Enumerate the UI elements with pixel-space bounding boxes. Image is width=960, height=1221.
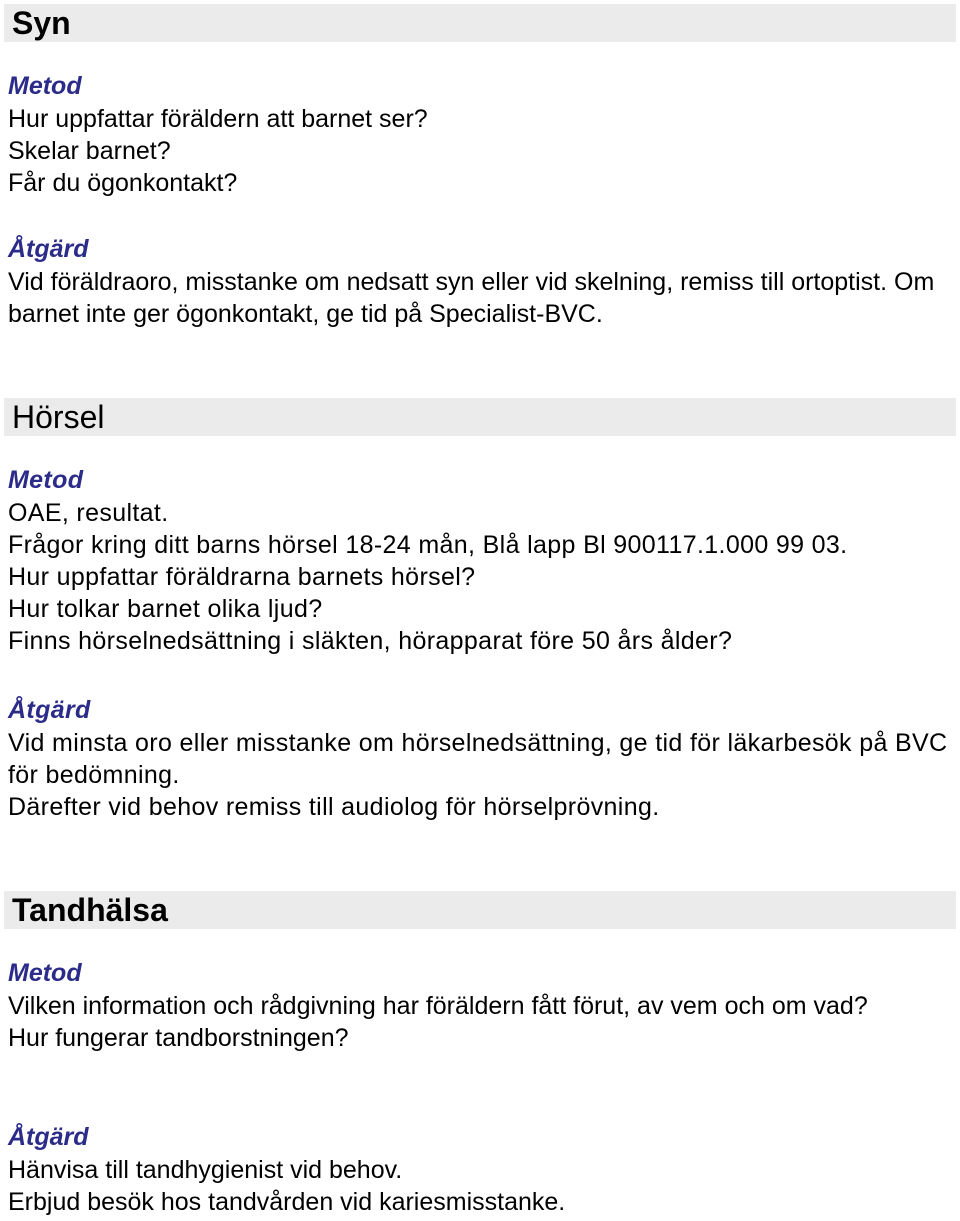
section-title: Tandhälsa [12, 892, 168, 928]
metod-line: OAE, resultat. [8, 499, 169, 527]
metod-line: Skelar barnet? [8, 137, 171, 165]
atgard-text: Vid föräldraoro, misstanke om nedsatt syn eller vid skelning, remiss till ortoptist. Om barnet inte ger ögonkontakt, ge tid på Specialist-BVC. [8, 268, 935, 328]
metod-line: Finns hörselnedsättning i släkten, hörapparat före 50 års ålder? [8, 627, 733, 655]
metod-block [8, 464, 952, 657]
atgard-text-2: Därefter vid behov remiss till audiolog för hörselprövning. [8, 793, 660, 821]
metod-text: Vilken information och rådgivning har föräldern fått förut, av vem och om vad? [8, 992, 868, 1020]
atgard-label: Åtgärd [8, 1123, 89, 1151]
metod-line: Frågor kring ditt barns hörsel 18-24 mån, Blå lapp Bl 900117.1.000 99 03. [8, 531, 848, 559]
section-title: Hörsel [12, 399, 105, 435]
atgard-line: Erbjud besök hos tandvården vid kariesmisstanke. [8, 1188, 566, 1216]
metod-label: Metod [8, 959, 82, 987]
metod-line: Hur tolkar barnet olika ljud? [8, 595, 323, 623]
metod-line: Hur fungerar tandborstningen? [8, 1024, 349, 1052]
metod-line: Får du ögonkontakt? [8, 169, 238, 197]
metod-label: Metod [8, 72, 82, 100]
atgard-text: Vid minsta oro eller misstanke om hörselnedsättning, ge tid för läkarbesök på BVC för bedömning. [8, 729, 948, 789]
atgard-label: Åtgärd [8, 235, 89, 263]
atgard-block [8, 694, 952, 823]
section-header-bar [4, 891, 956, 929]
metod-block [8, 70, 952, 199]
atgard-block [8, 233, 952, 330]
atgard-line: Hänvisa till tandhygienist vid behov. [8, 1156, 403, 1184]
section-title: Syn [12, 5, 71, 41]
section-header-bar [4, 398, 956, 436]
metod-line: Hur uppfattar föräldrarna barnets hörsel? [8, 563, 476, 591]
metod-label: Metod [8, 466, 84, 494]
metod-block [8, 957, 952, 1054]
atgard-block [8, 1121, 952, 1218]
metod-line: Hur uppfattar föräldern att barnet ser? [8, 105, 428, 133]
atgard-label: Åtgärd [8, 696, 91, 724]
section-header-bar [4, 4, 956, 42]
